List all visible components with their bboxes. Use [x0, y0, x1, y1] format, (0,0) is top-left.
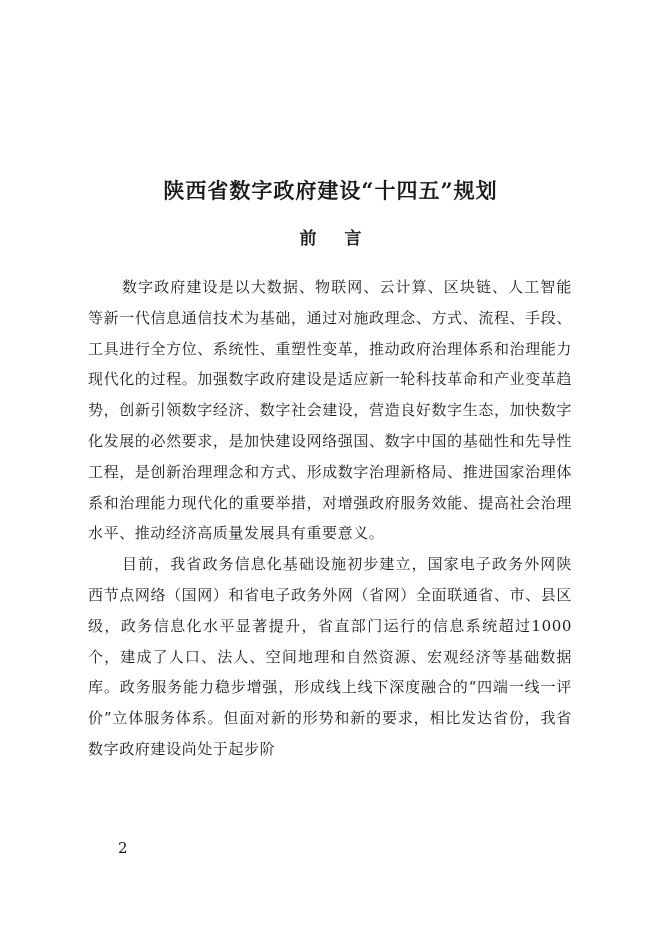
body-text — [88, 272, 572, 765]
paragraph-2: 目前，我省政务信息化基础设施初步建立，国家电子政务外网陕西节点网络（国网）和省电子政务外网（省网）全面联通省、市、县区级，政务信息化水平显著提升，省直部门运行的信息系统超过1000个，建成了人口、法人、空间地理和自然资源、宏观经济等基础数据库。政务服务能力稳步增强，形成线上线下深度融合的“四端一线一评价”立体服务体系。但面对新的形势和新的要求，相比发达省份，我省数字政府建设尚处于起步阶 — [88, 555, 572, 758]
page-number: 2 — [118, 839, 128, 857]
section-heading: 前言 — [299, 229, 390, 249]
paragraph-1: 数字政府建设是以大数据、物联网、云计算、区块链、人工智能等新一代信息通信技术为基础，通过对施政理念、方式、流程、手段、工具进行全方位、系统性、重塑性变革，推动政府治理体系和治理能力现代化的过程。加强数字政府建设是适应新一轮科技革命和产业变革趋势，创新引领数字经济、数字社会建设，营造良好数字生态，加快数字化发展的必然要求，是加快建设网络强国、数字中国的基础性和先导性工程，是创新治理理念和方式、形成数字治理新格局、推进国家治理体系和治理能力现代化的重要举措，对增强政府服务效能、提高社会治理水平、推动经济高质量发展具有重要意义。 — [88, 278, 572, 543]
page-title: 陕西省数字政府建设“十四五”规划 — [163, 178, 498, 203]
